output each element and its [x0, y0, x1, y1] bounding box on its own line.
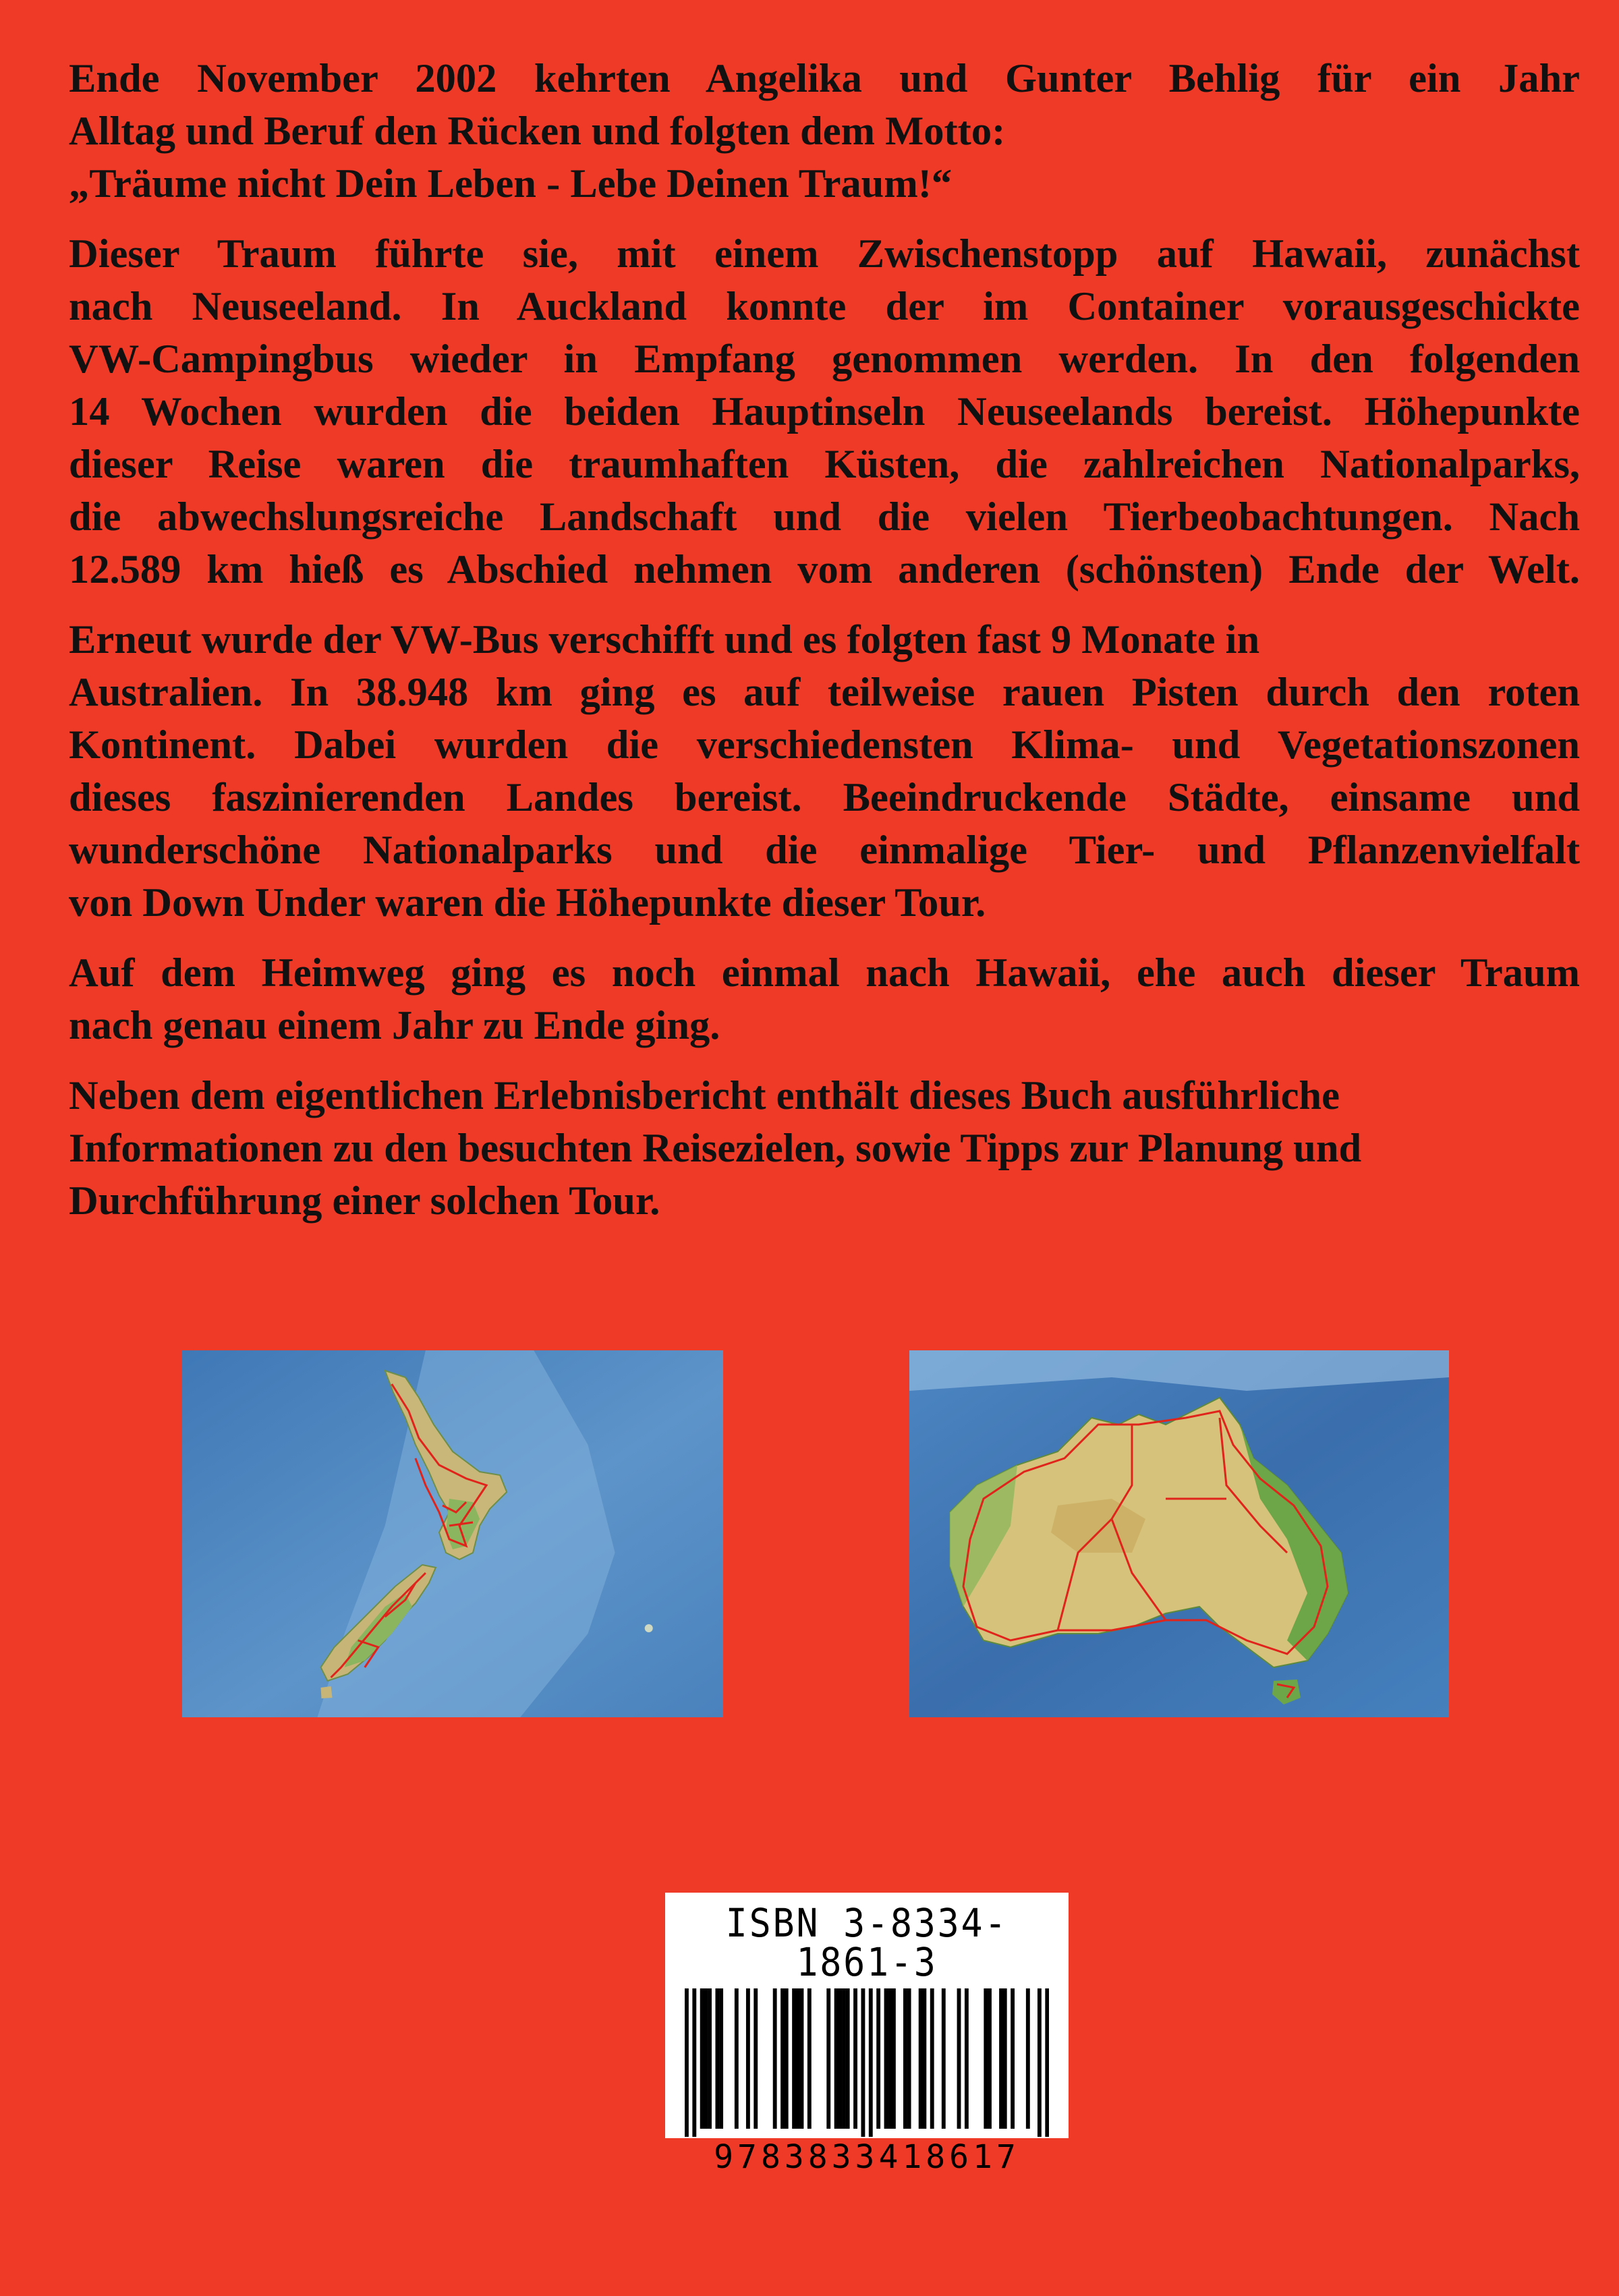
- barcode-bar: [919, 1988, 923, 2129]
- barcode-bar: [907, 1988, 911, 2129]
- text-line: dieses faszinierenden Landes bereist. Beeindruckende Städte, einsame und: [69, 775, 1580, 820]
- barcode-bar: [800, 1988, 804, 2129]
- barcode-bar: [888, 1988, 892, 2129]
- barcode-bar: [903, 1988, 907, 2129]
- text-line: Informationen zu den besuchten Reisezielen, sowie Tipps zur Planung und: [69, 1126, 1362, 1171]
- paragraph-homeward: [69, 947, 1580, 1052]
- barcode-bar: [853, 1988, 857, 2129]
- australia-map-graphic: [909, 1350, 1449, 1717]
- australia-route-map: [909, 1350, 1449, 1717]
- barcode-bar: [846, 1988, 850, 2129]
- barcode-bar: [999, 1988, 1003, 2129]
- text-line: nach Neuseeland. In Auckland konnte der im Container vorausgeschickte: [69, 284, 1580, 329]
- paragraph-book-content: [69, 1070, 1580, 1228]
- barcode-bar: [957, 1988, 961, 2129]
- barcode-bar: [735, 1988, 739, 2129]
- text-line: die abwechslungsreiche Landschaft und die vielen Tierbeobachtungen. Nach: [69, 494, 1580, 540]
- text-line: „Träume nicht Dein Leben - Lebe Deinen Traum!“: [69, 161, 953, 206]
- barcode-bar: [715, 1988, 719, 2129]
- barcode-bar: [884, 1988, 888, 2129]
- barcode-bar: [796, 1988, 800, 2129]
- text-line: Alltag und Beruf den Rücken und folgten dem Motto:: [69, 109, 1006, 154]
- barcode-bar: [692, 1988, 696, 2137]
- barcode-bar: [719, 1988, 723, 2129]
- text-line: 12.589 km hieß es Abschied nehmen vom anderen (schönsten) Ende der Welt.: [69, 547, 1580, 592]
- barcode-bar: [965, 1988, 969, 2129]
- barcode-bar: [785, 1988, 789, 2129]
- barcode-bar: [826, 1988, 830, 2129]
- paragraph-new-zealand: [69, 228, 1580, 596]
- barcode-bar: [1045, 1988, 1049, 2137]
- barcode-bar: [930, 1988, 934, 2129]
- text-line: Kontinent. Dabei wurden die verschiedensten Klima- und Vegetationszonen: [69, 722, 1580, 768]
- barcode-bar: [708, 1988, 712, 2129]
- barcode-bar: [773, 1988, 777, 2129]
- text-line: 14 Wochen wurden die beiden Hauptinseln Neuseelands bereist. Höhepunkte: [69, 389, 1580, 434]
- barcode-bar: [685, 1988, 689, 2137]
- barcode-bar: [780, 1988, 785, 2129]
- text-line: Dieser Traum führte sie, mit einem Zwischenstopp auf Hawaii, zunächst: [69, 231, 1580, 277]
- barcode-bar: [1038, 1988, 1042, 2137]
- barcode-bar: [1011, 1988, 1015, 2129]
- text-line: Australien. In 38.948 km ging es auf teilweise rauen Pisten durch den roten: [69, 670, 1580, 715]
- text-line: Neben dem eigentlichen Erlebnisbericht enthält dieses Buch ausführliche: [69, 1073, 1340, 1118]
- barcode-bar: [834, 1988, 839, 2129]
- barcode-bar: [869, 1988, 873, 2137]
- isbn-number: ISBN 3-8334-1861-3: [725, 1900, 1009, 1985]
- barcode-bar: [892, 1988, 896, 2129]
- barcode-bar: [700, 1988, 704, 2129]
- text-line: Auf dem Heimweg ging es noch einmal nach Hawaii, ehe auch dieser Traum: [69, 950, 1580, 996]
- text-line: VW-Campingbus wieder in Empfang genommen werden. In den folgenden: [69, 337, 1580, 382]
- text-line: von Down Under waren die Höhepunkte dieser Tour.: [69, 880, 986, 925]
- text-line: Ende November 2002 kehrten Angelika und Gunter Behlig für ein Jahr: [69, 56, 1580, 101]
- barcode-bar: [1003, 1988, 1007, 2129]
- barcode-bar: [876, 1988, 880, 2129]
- back-cover-text: [69, 53, 1580, 1245]
- new-zealand-map-graphic: [182, 1350, 723, 1717]
- barcode-bar: [942, 1988, 946, 2129]
- text-line: Erneut wurde der VW-Bus verschifft und es folgten fast 9 Monate in: [69, 617, 1260, 662]
- paragraph-australia: [69, 614, 1580, 929]
- new-zealand-route-map: [182, 1350, 723, 1717]
- barcode-bar: [807, 1988, 812, 2129]
- barcode-bar: [838, 1988, 842, 2129]
- barcode-bar: [922, 1988, 926, 2129]
- barcode-bar: [842, 1988, 846, 2129]
- text-line: nach genau einem Jahr zu Ende ging.: [69, 1003, 720, 1048]
- barcode-bar: [704, 1988, 708, 2129]
- barcode-graphic: [685, 1988, 1049, 2137]
- text-line: dieser Reise waren die traumhaften Küsten, die zahlreichen Nationalparks,: [69, 442, 1580, 487]
- isbn-barcode-label: [665, 1893, 1069, 2176]
- barcode-bar: [861, 1988, 865, 2137]
- barcode-bar: [1026, 1988, 1030, 2129]
- ean-digits: 9783833418617: [714, 2138, 1020, 2176]
- text-line: Durchführung einer solchen Tour.: [69, 1178, 660, 1224]
- barcode-bar: [792, 1988, 796, 2129]
- barcode-bar: [988, 1988, 992, 2129]
- barcode-bar: [754, 1988, 758, 2129]
- paragraph-intro: [69, 53, 1580, 210]
- barcode-bar: [746, 1988, 750, 2129]
- text-line: wunderschöne Nationalparks und die einmalige Tier- und Pflanzenvielfalt: [69, 828, 1580, 873]
- barcode-bar: [984, 1988, 988, 2129]
